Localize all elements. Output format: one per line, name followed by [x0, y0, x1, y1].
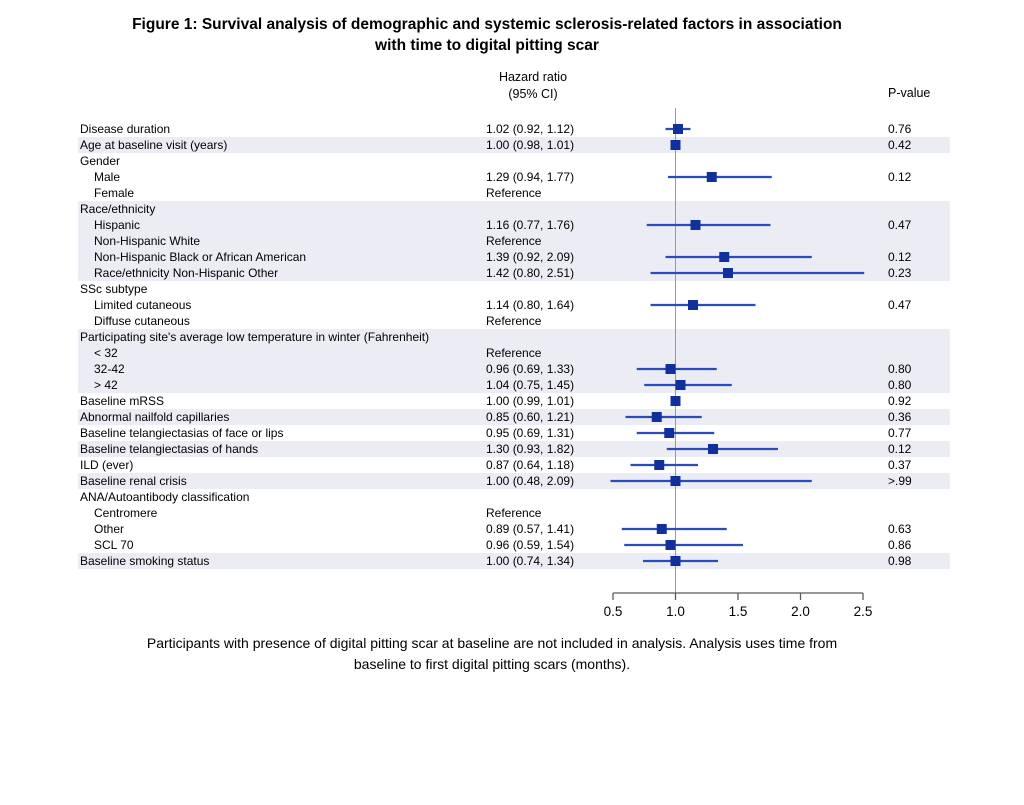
row-label: SCL 70: [94, 538, 134, 552]
hazard-ratio-value: 1.04 (0.75, 1.45): [486, 378, 575, 392]
hazard-ratio-value: 0.96 (0.69, 1.33): [486, 362, 575, 376]
ci-plot-cell: [594, 153, 880, 169]
forest-row: [78, 377, 950, 393]
point-estimate-square: [723, 268, 733, 278]
row-label: Abnormal nailfold capillaries: [80, 410, 230, 424]
point-estimate-square: [708, 444, 718, 454]
row-label: Centromere: [94, 506, 158, 520]
p-value: >.99: [888, 474, 912, 488]
ci-plot-cell: [594, 329, 880, 345]
point-estimate-square: [688, 300, 698, 310]
p-value: [880, 329, 950, 345]
hazard-ratio-value: 1.42 (0.80, 2.51): [486, 266, 575, 280]
forest-row: [78, 297, 950, 313]
variable-group-row: [78, 329, 950, 345]
p-value-column-header: P-value: [888, 86, 931, 100]
p-value: 0.12: [888, 250, 912, 264]
forest-row: [78, 553, 950, 569]
forest-row: [78, 345, 950, 361]
p-value: 0.23: [888, 266, 912, 280]
ci-plot-cell: [594, 457, 880, 473]
axis-tick-label: 1.0: [666, 604, 685, 619]
row-label: ILD (ever): [80, 458, 134, 472]
p-value: [880, 201, 950, 217]
variable-group-row: [78, 281, 950, 297]
point-estimate-square: [673, 124, 683, 134]
p-value: 0.42: [888, 138, 912, 152]
row-label: Diffuse cutaneous: [94, 314, 190, 328]
ci-marker: [594, 297, 880, 313]
row-label: Non-Hispanic Black or African American: [94, 250, 307, 264]
p-value: [880, 505, 950, 521]
row-label: Baseline smoking status: [80, 554, 210, 568]
hazard-ratio-value: 1.00 (0.74, 1.34): [486, 554, 575, 568]
row-label: Baseline renal crisis: [80, 474, 187, 488]
ci-plot-cell: [594, 233, 880, 249]
ci-marker: [594, 361, 880, 377]
row-label: Disease duration: [80, 122, 171, 136]
ci-plot-cell: [594, 521, 880, 537]
variable-group-row: [78, 489, 950, 505]
forest-row: [78, 409, 950, 425]
ci-marker: [594, 425, 880, 441]
variable-group-row: [78, 153, 950, 169]
p-value: 0.76: [888, 122, 912, 136]
ci-plot-cell: [594, 281, 880, 297]
row-label: Race/ethnicity: [80, 202, 156, 216]
ci-plot-cell: [594, 345, 880, 361]
point-estimate-square: [691, 220, 701, 230]
ci-plot-cell: [594, 393, 880, 409]
ci-plot-cell: [594, 473, 880, 489]
point-estimate-square: [664, 428, 674, 438]
p-value: 0.37: [888, 458, 912, 472]
forest-row: [78, 425, 950, 441]
row-label: Gender: [80, 154, 121, 168]
footnote-line1: Participants with presence of digital pitting scar at baseline are not included in analysis. Analysis uses time from: [146, 635, 838, 651]
point-estimate-square: [671, 396, 681, 406]
hazard-ratio-value: 1.14 (0.80, 1.64): [486, 298, 575, 312]
ci-plot-cell: [594, 553, 880, 569]
hazard-ratio-value: 0.96 (0.59, 1.54): [486, 538, 575, 552]
forest-row: [78, 457, 950, 473]
forest-row: [78, 217, 950, 233]
ci-plot-cell: [594, 441, 880, 457]
forest-row: [78, 169, 950, 185]
ci-plot-cell: [594, 201, 880, 217]
hazard-ratio-value: Reference: [486, 506, 542, 520]
axis-tick-label: 1.5: [728, 604, 748, 619]
hazard-ratio-value: 0.89 (0.57, 1.41): [486, 522, 575, 536]
p-value: 0.47: [888, 298, 912, 312]
ci-marker: [594, 409, 880, 425]
figure-footnote: [0, 633, 984, 675]
forest-row: [78, 473, 950, 489]
forest-row: [78, 137, 950, 153]
ci-plot-cell: [594, 505, 880, 521]
ci-plot-cell: [594, 537, 880, 553]
hazard-ratio-value: Reference: [486, 346, 542, 360]
p-value: 0.63: [888, 522, 912, 536]
hazard-ratio-value: 1.00 (0.98, 1.01): [486, 138, 575, 152]
figure-title-line1: Figure 1: Survival analysis of demographic and systemic sclerosis-related factors in association: [132, 16, 842, 33]
row-label: Age at baseline visit (years): [80, 138, 228, 152]
ci-marker: [594, 265, 880, 281]
axis-tick-label: 2.0: [791, 604, 810, 619]
point-estimate-square: [666, 364, 676, 374]
ci-marker: [594, 377, 880, 393]
forest-row: [78, 537, 950, 553]
row-label: Baseline telangiectasias of hands: [80, 442, 259, 456]
row-label: > 42: [94, 378, 118, 392]
p-value: 0.47: [888, 218, 912, 232]
ci-plot-cell: [594, 297, 880, 313]
hazard-ratio-value: 0.87 (0.64, 1.18): [486, 458, 575, 472]
hazard-ratio-value: 1.30 (0.93, 1.82): [486, 442, 575, 456]
forest-row: [78, 121, 950, 137]
axis-tick-label: 2.5: [853, 604, 873, 619]
row-label: Race/ethnicity Non-Hispanic Other: [94, 266, 279, 280]
row-label: Other: [94, 522, 125, 536]
p-value: [880, 153, 950, 169]
ci-marker: [594, 441, 880, 457]
ci-marker: [594, 473, 880, 489]
ci-marker: [594, 537, 880, 553]
hazard-ratio-column-header: [460, 69, 606, 103]
p-value: [880, 185, 950, 201]
ci-marker: [594, 169, 880, 185]
point-estimate-square: [657, 524, 667, 534]
p-value: 0.80: [888, 378, 912, 392]
variable-group-row: [78, 201, 950, 217]
forest-row: [78, 233, 950, 249]
forest-row: [78, 361, 950, 377]
p-value: 0.92: [888, 394, 912, 408]
p-value: 0.77: [888, 426, 912, 440]
ci-plot-cell: [594, 121, 880, 137]
p-value: [880, 345, 950, 361]
ci-plot-cell: [594, 265, 880, 281]
point-estimate-square: [671, 556, 681, 566]
hazard-ratio-value: Reference: [486, 234, 542, 248]
row-label: Participating site's average low temperature in winter (Fahrenheit): [80, 330, 430, 344]
p-value: 0.80: [888, 362, 912, 376]
row-label: Baseline mRSS: [80, 394, 165, 408]
p-value: 0.12: [888, 170, 912, 184]
hazard-ratio-value: 1.16 (0.77, 1.76): [486, 218, 575, 232]
footnote-line2: baseline to first digital pitting scars (months).: [353, 656, 631, 672]
hazard-ratio-value: Reference: [486, 314, 542, 328]
p-value: 0.86: [888, 538, 912, 552]
hazard-ratio-value: [486, 281, 594, 297]
figure-title: [0, 14, 974, 56]
forest-row: [78, 249, 950, 265]
hazard-ratio-value: 0.85 (0.60, 1.21): [486, 410, 575, 424]
point-estimate-square: [707, 172, 717, 182]
hazard-ratio-value: 1.00 (0.48, 2.09): [486, 474, 575, 488]
p-value: 0.98: [888, 554, 912, 568]
p-value: [880, 281, 950, 297]
forest-row: [78, 505, 950, 521]
row-label: Baseline telangiectasias of face or lips: [80, 426, 284, 440]
forest-row: [78, 313, 950, 329]
forest-row: [78, 185, 950, 201]
ci-marker: [594, 553, 880, 569]
ci-marker: [594, 217, 880, 233]
point-estimate-square: [719, 252, 729, 262]
row-label: Non-Hispanic White: [94, 234, 201, 248]
ci-marker: [594, 249, 880, 265]
row-label: 32-42: [94, 362, 125, 376]
ci-plot-cell: [594, 377, 880, 393]
hazard-ratio-value: 1.02 (0.92, 1.12): [486, 122, 575, 136]
ci-marker: [594, 121, 880, 137]
forest-plot-rows: [78, 121, 950, 569]
forest-row: [78, 265, 950, 281]
axis-tick-label: 0.5: [603, 604, 623, 619]
ci-plot-cell: [594, 217, 880, 233]
row-label: Female: [94, 186, 135, 200]
hazard-ratio-value: 1.00 (0.99, 1.01): [486, 394, 575, 408]
p-value: 0.12: [888, 442, 912, 456]
hazard-ratio-value: [486, 489, 594, 505]
ci-plot-cell: [594, 137, 880, 153]
ci-marker: [594, 393, 880, 409]
ci-plot-cell: [594, 425, 880, 441]
row-label: ANA/Autoantibody classification: [80, 490, 250, 504]
forest-row: [78, 393, 950, 409]
hazard-ratio-value: 1.39 (0.92, 2.09): [486, 250, 575, 264]
p-value: [880, 313, 950, 329]
point-estimate-square: [671, 140, 681, 150]
point-estimate-square: [671, 476, 681, 486]
hazard-ratio-value: [486, 153, 594, 169]
hazard-ratio-value: 1.29 (0.94, 1.77): [486, 170, 575, 184]
point-estimate-square: [652, 412, 662, 422]
row-label: SSc subtype: [80, 282, 148, 296]
x-axis: [594, 588, 880, 624]
point-estimate-square: [666, 540, 676, 550]
hazard-ratio-header-line1: Hazard ratio: [498, 70, 568, 84]
hazard-ratio-value: [486, 329, 594, 345]
point-estimate-square: [654, 460, 664, 470]
ci-marker: [594, 457, 880, 473]
ci-plot-cell: [594, 169, 880, 185]
forest-row: [78, 441, 950, 457]
ci-plot-cell: [594, 409, 880, 425]
hazard-ratio-value: [486, 201, 594, 217]
ci-marker: [594, 137, 880, 153]
ci-plot-cell: [594, 489, 880, 505]
hazard-ratio-value: Reference: [486, 186, 542, 200]
ci-plot-cell: [594, 249, 880, 265]
ci-marker: [594, 521, 880, 537]
row-label: < 32: [94, 346, 118, 360]
forest-row: [78, 521, 950, 537]
hazard-ratio-header-line2: (95% CI): [508, 87, 558, 101]
point-estimate-square: [676, 380, 686, 390]
row-label: Male: [94, 170, 121, 184]
p-value: 0.36: [888, 410, 912, 424]
row-label: Limited cutaneous: [94, 298, 192, 312]
hazard-ratio-value: 0.95 (0.69, 1.31): [486, 426, 575, 440]
ci-plot-cell: [594, 185, 880, 201]
p-value: [880, 489, 950, 505]
ci-plot-cell: [594, 313, 880, 329]
p-value: [880, 233, 950, 249]
figure-title-line2: with time to digital pitting scar: [375, 37, 599, 54]
ci-plot-cell: [594, 361, 880, 377]
row-label: Hispanic: [94, 218, 141, 232]
